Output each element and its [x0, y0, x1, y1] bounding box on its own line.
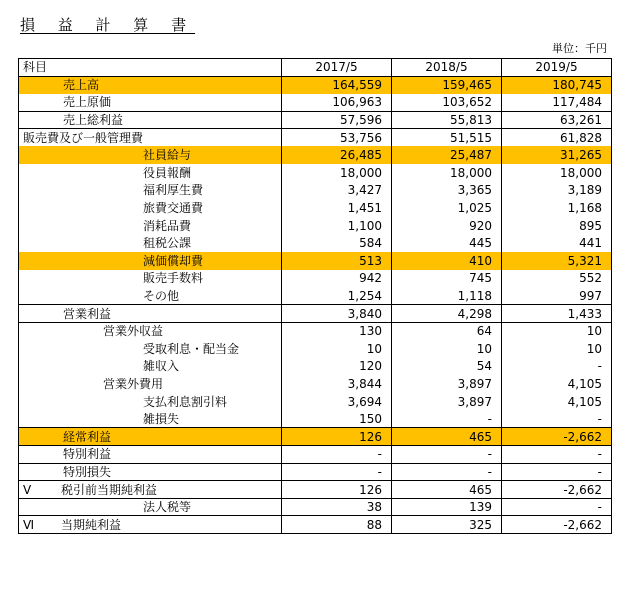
- row-label: 売上総利益: [63, 113, 124, 128]
- value-cell: 465: [392, 481, 502, 499]
- row-label: 販売手数料: [143, 271, 204, 286]
- table-row: [19, 94, 612, 112]
- row-label: 販売費及び一般管理費: [23, 130, 144, 145]
- value-cell: 3,365: [392, 182, 502, 200]
- value-cell: 117,484: [502, 94, 612, 112]
- row-label-cell: [19, 234, 282, 252]
- value-cell: 745: [392, 270, 502, 288]
- table-row: [19, 375, 612, 393]
- value-cell: 164,559: [282, 76, 392, 94]
- table-row: [19, 76, 612, 94]
- document-title: 損 益 計 算 書: [20, 16, 196, 34]
- table-row: [19, 358, 612, 376]
- value-cell: 53,756: [282, 129, 392, 147]
- value-cell: -: [282, 446, 392, 464]
- value-cell: 1,118: [392, 287, 502, 305]
- roman-numeral: Ⅵ: [23, 517, 35, 532]
- row-label-cell: [19, 76, 282, 94]
- row-label-cell: [19, 375, 282, 393]
- value-cell: 1,254: [282, 287, 392, 305]
- value-cell: 103,652: [392, 94, 502, 112]
- value-cell: 10: [392, 340, 502, 358]
- table-row: [19, 481, 612, 499]
- row-label-cell: [19, 146, 282, 164]
- row-label: 税引前当期純利益: [61, 482, 158, 497]
- row-label: 営業外費用: [103, 376, 164, 391]
- row-label-cell: [19, 498, 282, 516]
- value-cell: 3,427: [282, 182, 392, 200]
- value-cell: 54: [392, 358, 502, 376]
- row-label-cell: [19, 199, 282, 217]
- row-label: 法人税等: [143, 500, 192, 515]
- value-cell: 10: [502, 322, 612, 340]
- row-label: 雑損失: [143, 411, 180, 426]
- table-row: [19, 498, 612, 516]
- row-label: 社員給与: [143, 148, 192, 163]
- value-cell: 106,963: [282, 94, 392, 112]
- value-cell: -: [282, 463, 392, 481]
- value-cell: -: [502, 446, 612, 464]
- table-row: [19, 217, 612, 235]
- table-row: [19, 252, 612, 270]
- row-label-cell: [19, 305, 282, 323]
- row-label: 受取利息・配当金: [143, 341, 240, 356]
- value-cell: 139: [392, 498, 502, 516]
- value-cell: -: [392, 446, 502, 464]
- value-cell: 159,465: [392, 76, 502, 94]
- value-cell: 1,025: [392, 199, 502, 217]
- row-label: その他: [143, 288, 180, 303]
- value-cell: 1,168: [502, 199, 612, 217]
- row-label-cell: [19, 481, 282, 499]
- row-label: 消耗品費: [143, 218, 192, 233]
- value-cell: 64: [392, 322, 502, 340]
- row-label-cell: [19, 358, 282, 376]
- row-label-cell: [19, 322, 282, 340]
- value-cell: 55,813: [392, 111, 502, 129]
- row-label-cell: [19, 428, 282, 446]
- row-label: 旅費交通費: [143, 201, 204, 216]
- value-cell: 3,844: [282, 375, 392, 393]
- row-label: 売上原価: [63, 95, 112, 110]
- row-label: 役員報酬: [143, 165, 192, 180]
- value-cell: 3,840: [282, 305, 392, 323]
- row-label: 営業外収益: [103, 324, 164, 339]
- value-cell: 3,897: [392, 393, 502, 411]
- table-row: [19, 287, 612, 305]
- header-year-2018: 2018/5: [392, 59, 502, 77]
- row-label-cell: [19, 287, 282, 305]
- table-row: [19, 146, 612, 164]
- value-cell: 38: [282, 498, 392, 516]
- value-cell: 126: [282, 481, 392, 499]
- value-cell: -: [392, 410, 502, 428]
- row-label: 支払利息割引料: [143, 394, 228, 409]
- value-cell: 126: [282, 428, 392, 446]
- income-statement-table: [18, 58, 612, 534]
- row-label-cell: [19, 94, 282, 112]
- value-cell: 18,000: [392, 164, 502, 182]
- value-cell: -2,662: [502, 428, 612, 446]
- row-label-cell: [19, 217, 282, 235]
- value-cell: 3,189: [502, 182, 612, 200]
- table-row: [19, 322, 612, 340]
- table-row: [19, 111, 612, 129]
- value-cell: 25,487: [392, 146, 502, 164]
- roman-numeral: Ⅴ: [23, 482, 32, 497]
- value-cell: 465: [392, 428, 502, 446]
- value-cell: 61,828: [502, 129, 612, 147]
- value-cell: 895: [502, 217, 612, 235]
- value-cell: 584: [282, 234, 392, 252]
- value-cell: 1,100: [282, 217, 392, 235]
- row-label-cell: [19, 252, 282, 270]
- table-row: [19, 305, 612, 323]
- table-row: [19, 129, 612, 147]
- value-cell: 410: [392, 252, 502, 270]
- row-label: 売上高: [63, 78, 100, 93]
- row-label-cell: [19, 410, 282, 428]
- table-row: [19, 340, 612, 358]
- value-cell: -: [502, 410, 612, 428]
- row-label-cell: [19, 393, 282, 411]
- value-cell: 3,694: [282, 393, 392, 411]
- value-cell: 1,433: [502, 305, 612, 323]
- row-label-cell: [19, 182, 282, 200]
- table-row: [19, 164, 612, 182]
- header-item-label: 科目: [19, 59, 282, 77]
- value-cell: -: [502, 358, 612, 376]
- row-label: 雑収入: [143, 359, 180, 374]
- value-cell: 552: [502, 270, 612, 288]
- row-label-cell: [19, 446, 282, 464]
- header-year-2019: 2019/5: [502, 59, 612, 77]
- table-row: [19, 428, 612, 446]
- value-cell: 325: [392, 516, 502, 534]
- table-header-row: [19, 59, 612, 77]
- row-label: 特別利益: [63, 447, 112, 462]
- table-row: [19, 393, 612, 411]
- value-cell: -: [392, 463, 502, 481]
- table-row: [19, 516, 612, 534]
- row-label: 営業利益: [63, 306, 112, 321]
- row-label-cell: [19, 463, 282, 481]
- value-cell: 180,745: [502, 76, 612, 94]
- value-cell: 130: [282, 322, 392, 340]
- row-label-cell: [19, 129, 282, 147]
- value-cell: 18,000: [502, 164, 612, 182]
- value-cell: 31,265: [502, 146, 612, 164]
- row-label-cell: [19, 516, 282, 534]
- value-cell: 920: [392, 217, 502, 235]
- value-cell: 4,105: [502, 393, 612, 411]
- value-cell: -: [502, 498, 612, 516]
- row-label: 租税公課: [143, 236, 192, 251]
- value-cell: -2,662: [502, 516, 612, 534]
- value-cell: 10: [502, 340, 612, 358]
- value-cell: 150: [282, 410, 392, 428]
- value-cell: 445: [392, 234, 502, 252]
- value-cell: 88: [282, 516, 392, 534]
- value-cell: 4,298: [392, 305, 502, 323]
- row-label-cell: [19, 340, 282, 358]
- value-cell: 120: [282, 358, 392, 376]
- value-cell: 5,321: [502, 252, 612, 270]
- value-cell: 441: [502, 234, 612, 252]
- table-row: [19, 463, 612, 481]
- value-cell: 26,485: [282, 146, 392, 164]
- value-cell: 10: [282, 340, 392, 358]
- value-cell: 18,000: [282, 164, 392, 182]
- value-cell: 51,515: [392, 129, 502, 147]
- value-cell: 513: [282, 252, 392, 270]
- value-cell: 57,596: [282, 111, 392, 129]
- value-cell: 942: [282, 270, 392, 288]
- row-label-cell: [19, 164, 282, 182]
- row-label: 当期純利益: [61, 517, 122, 532]
- table-row: [19, 199, 612, 217]
- value-cell: 4,105: [502, 375, 612, 393]
- row-label: 経常利益: [63, 429, 112, 444]
- table-row: [19, 182, 612, 200]
- row-label-cell: [19, 270, 282, 288]
- table-row: [19, 446, 612, 464]
- value-cell: 63,261: [502, 111, 612, 129]
- value-cell: -2,662: [502, 481, 612, 499]
- row-label: 特別損失: [63, 464, 112, 479]
- value-cell: 997: [502, 287, 612, 305]
- header-year-2017: 2017/5: [282, 59, 392, 77]
- row-label: 減価償却費: [143, 253, 204, 268]
- value-cell: 1,451: [282, 199, 392, 217]
- row-label-cell: [19, 111, 282, 129]
- table-row: [19, 270, 612, 288]
- value-cell: 3,897: [392, 375, 502, 393]
- value-cell: -: [502, 463, 612, 481]
- unit-label: 単位：千円: [552, 42, 607, 55]
- table-row: [19, 234, 612, 252]
- row-label: 福利厚生費: [143, 183, 204, 198]
- table-row: [19, 410, 612, 428]
